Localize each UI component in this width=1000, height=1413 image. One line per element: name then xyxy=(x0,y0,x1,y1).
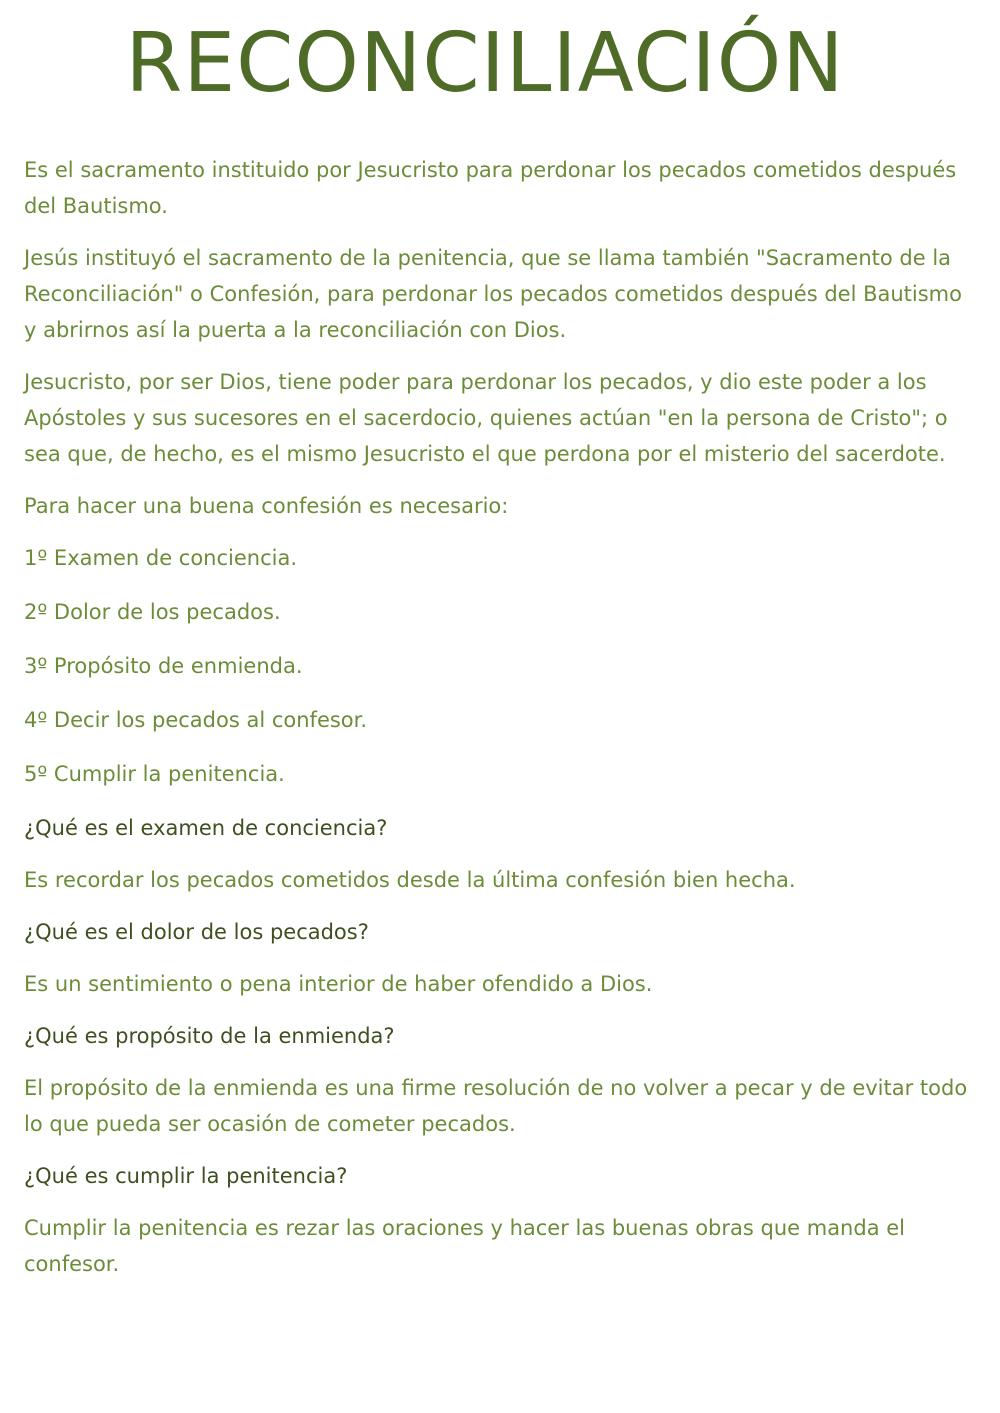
answer-3: El propósito de la enmienda es una firme resolución de no volver a pecar y de evitar todo lo que pueda ser ocasión de cometer pecados. xyxy=(24,1076,968,1136)
step-item-2: 2º Dolor de los pecados. xyxy=(24,600,281,624)
intro-paragraph-3: Jesucristo, por ser Dios, tiene poder para perdonar los pecados, y dio este poder a los Apóstoles y sus sucesores en el sacerdocio, quienes actúan "en la persona de Cristo"; o sea que, de hecho, es el mismo Jesucristo el que perdona por el misterio del sacerdote. xyxy=(24,370,948,466)
page-title: RECONCILIACIÓN xyxy=(125,16,845,111)
document-body xyxy=(24,152,972,1298)
step-item-5: 5º Cumplir la penitencia. xyxy=(24,762,285,786)
question-3: ¿Qué es propósito de la enmienda? xyxy=(24,1024,395,1048)
answer-4: Cumplir la penitencia es rezar las oraciones y hacer las buenas obras que manda el confesor. xyxy=(24,1216,905,1276)
step-item-4: 4º Decir los pecados al confesor. xyxy=(24,708,368,732)
question-2: ¿Qué es el dolor de los pecados? xyxy=(24,920,369,944)
intro-paragraph-4: Para hacer una buena confesión es necesario: xyxy=(24,494,509,518)
answer-1: Es recordar los pecados cometidos desde la última confesión bien hecha. xyxy=(24,868,796,892)
intro-paragraph-1: Es el sacramento instituido por Jesucristo para perdonar los pecados cometidos después del Bautismo. xyxy=(24,158,957,218)
step-item-3: 3º Propósito de enmienda. xyxy=(24,654,303,678)
answer-2: Es un sentimiento o pena interior de haber ofendido a Dios. xyxy=(24,972,653,996)
step-item-1: 1º Examen de conciencia. xyxy=(24,546,298,570)
question-1: ¿Qué es el examen de conciencia? xyxy=(24,816,388,840)
question-4: ¿Qué es cumplir la penitencia? xyxy=(24,1164,348,1188)
intro-paragraph-2: Jesús instituyó el sacramento de la penitencia, que se llama también "Sacramento de la Reconciliación" o Confesión, para perdonar los pecados cometidos después del Bautismo y abrirnos así la puerta a la reconciliación con Dios. xyxy=(24,246,962,342)
